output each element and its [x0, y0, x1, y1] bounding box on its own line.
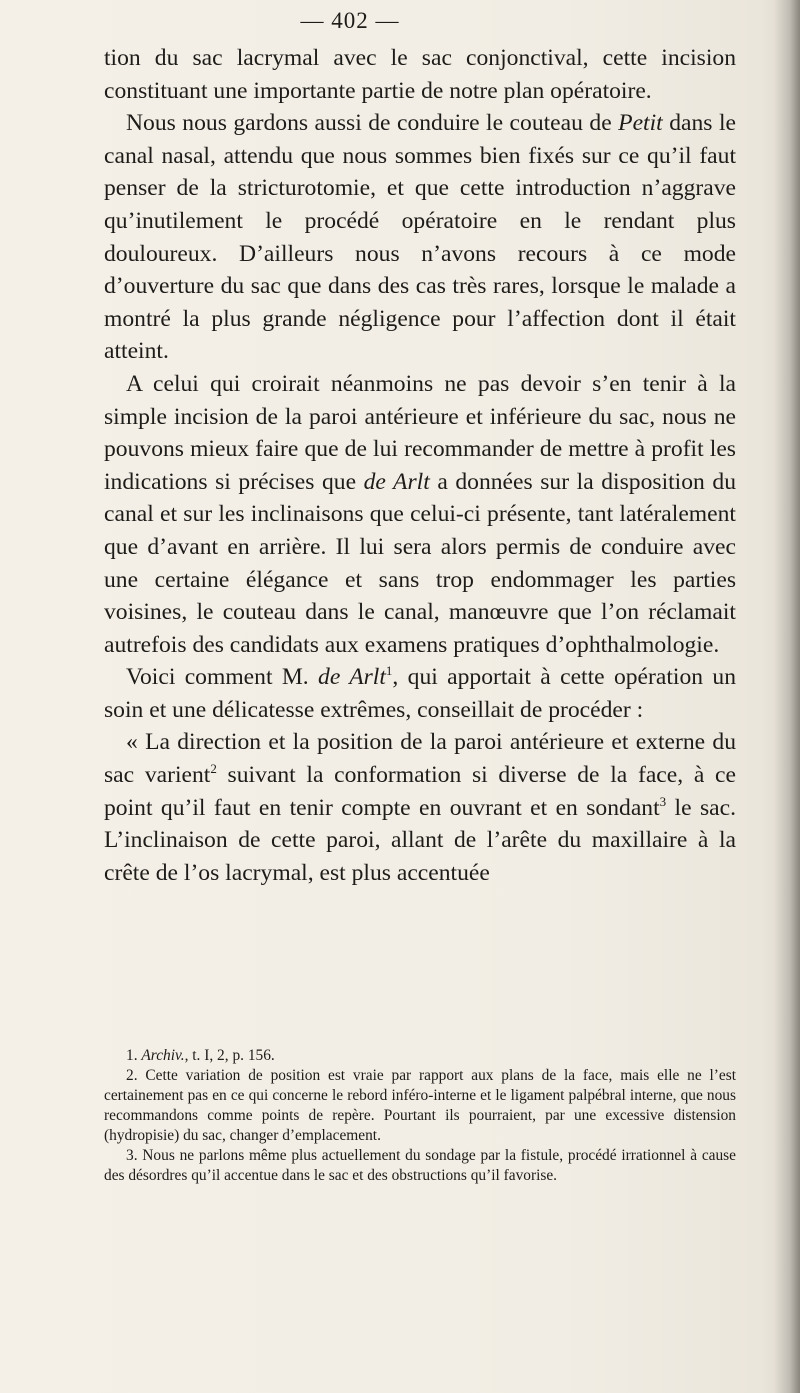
paragraph [104, 726, 736, 889]
text-run: A celui qui croirait néanmoins ne pas devoir s’en tenir à la simple incision de la paroi antérieure et inférieure du sac, nous ne pouvons mieux faire que de lui recommander de mettre à profit les indications si précises que [104, 370, 736, 495]
footnote-reference: 3 [659, 793, 667, 809]
footnote [104, 1046, 736, 1066]
text-run: , qui apportait à cette opération un soin et une délicatesse extrêmes, conseillait de procéder : [104, 664, 736, 723]
text-run: , t. I, 2, p. 156. [184, 1047, 275, 1064]
italic-text: de Arlt [318, 664, 386, 691]
text-run: 2. Cette variation de position est vraie par rapport aux plans de la face, mais elle ne l’est certainement pas en ce qui concerne le rebord inféro-interne et le ligament palpébral interne, que nous recommandons comme points de repère. Pourtant ils pourraient, par une excessive distension (hydropisie) du sac, changer d’emplacement. [104, 1067, 736, 1144]
text-run: tion du sac lacrymal avec le sac conjonctival, cette incision constituant une importante partie de notre plan opératoire. [104, 45, 736, 104]
text-run: dans le canal nasal, attendu que nous sommes bien fixés sur ce qu’il faut penser de la stricturotomie, et que cette introduction n’aggrave qu’inutilement le procédé opératoire en le rendant plus douloureux. D’ailleurs nous n’avons recours à ce mode d’ouverture du sac que dans des cas très rares, lorsque le malade a montré la plus grande négligence pour l’affection dont il était atteint. [104, 110, 736, 365]
footnotes [104, 1046, 736, 1186]
page-number: — 402 — [300, 8, 400, 33]
italic-text: Petit [618, 110, 663, 137]
footnote-reference: 1 [385, 663, 393, 679]
text-run: 1. [126, 1047, 142, 1064]
text-run: Nous nous gardons aussi de conduire le couteau de [126, 110, 619, 137]
italic-text: Archiv. [141, 1047, 185, 1064]
main-text [104, 42, 736, 889]
footnote [104, 1146, 736, 1186]
text-run: Voici comment M. [126, 664, 319, 691]
italic-text: de Arlt [363, 468, 430, 495]
footnote-reference: 2 [210, 761, 217, 777]
paragraph [104, 368, 736, 661]
text-run: le sac. L’inclinaison de cette paroi, allant de l’arête du maxillaire à la crête de l’os lacrymal, est plus accentuée [104, 794, 736, 886]
footnote [104, 1066, 736, 1146]
text-run: 3. Nous ne parlons même plus actuellement du sondage par la fistule, procédé irrationnel à cause des désordres qu’il accentue dans le sac et des obstructions qu’il favorise. [104, 1147, 736, 1184]
paragraph [104, 661, 736, 726]
text-run: a données sur la disposition du canal et sur les inclinaisons que celui-ci présente, tant latéralement que d’avant en arrière. Il lui sera alors permis de conduire avec une certaine élégance et sans trop endommager les parties voisines, le couteau dans le canal, manœuvre que l’on réclamait autrefois des candidats aux examens pratiques d’ophthalmologie. [104, 468, 736, 658]
paragraph [104, 42, 736, 107]
text-run: « La direction et la position de la paroi antérieure et externe du sac varient [104, 729, 736, 789]
text-run: suivant la conformation si diverse de la face, à ce point qu’il faut en tenir compte en ouvrant et en sondant [104, 762, 736, 821]
page-edge-shadow [774, 0, 800, 1393]
paragraph [104, 107, 736, 368]
